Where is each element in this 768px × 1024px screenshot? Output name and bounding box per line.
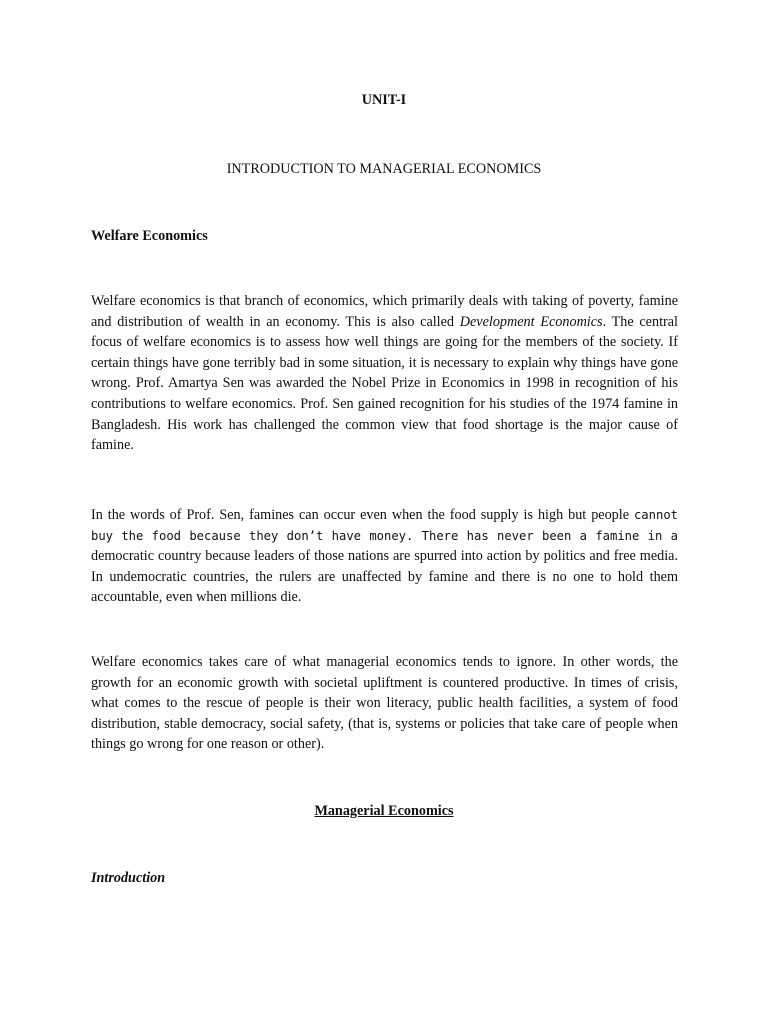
welfare-economics-heading: Welfare Economics xyxy=(91,228,208,244)
welfare-paragraph-3: Welfare economics takes care of what managerial economics tends to ignore. In other words, the growth for an economic growth with societal upliftment is countered productive. In times of crisis, what comes to the rescue of people is their won literacy, public health facilities, a system of food distribution, stable democracy, social safety, (that is, systems or policies that take care of people when things go wrong for one reason or other). xyxy=(91,654,678,753)
p2-text-c: democratic country because leaders of those nations are spurred into action by politics and free media. In undemocratic countries, the rulers are unaffected by famine and there is no one to hold them accountable, even when millions die. xyxy=(91,548,678,606)
p2-text-a: In the words of Prof. Sen, famines can occur even when the food supply is high but people xyxy=(91,507,634,523)
p2-text-b: cannot buy the food because they don’t have money. There has never been a famine in a xyxy=(91,508,678,543)
p1-text-start: Welfare economics is that branch of economics, which primarily deals with taking of poverty, famine and distribution of wealth in an economy. This is also called xyxy=(91,293,678,330)
p1-italic-term: Development Economics xyxy=(459,313,603,330)
managerial-economics-heading: Managerial Economics xyxy=(314,803,454,819)
chapter-title: INTRODUCTION TO MANAGERIAL ECONOMICS xyxy=(226,161,542,177)
introduction-heading: Introduction xyxy=(91,870,166,886)
unit-title: UNIT-I xyxy=(361,92,407,108)
p1-text-end: . The central focus of welfare economics is to assess how well things are going for the members of the society. If certain things have gone terribly bad in some situation, it is necessary to explain why things have gone wrong. Prof. Amartya Sen was awarded the Nobel Prize in Economics in 1998 in recognition of his contributions to welfare economics. Prof. Sen gained recognition for his studies of the 1974 famine in Bangladesh. His work has challenged the common view that food shortage is the major cause of famine. xyxy=(91,313,678,454)
welfare-paragraph-2 xyxy=(91,505,678,608)
welfare-paragraph-1 xyxy=(91,291,678,456)
